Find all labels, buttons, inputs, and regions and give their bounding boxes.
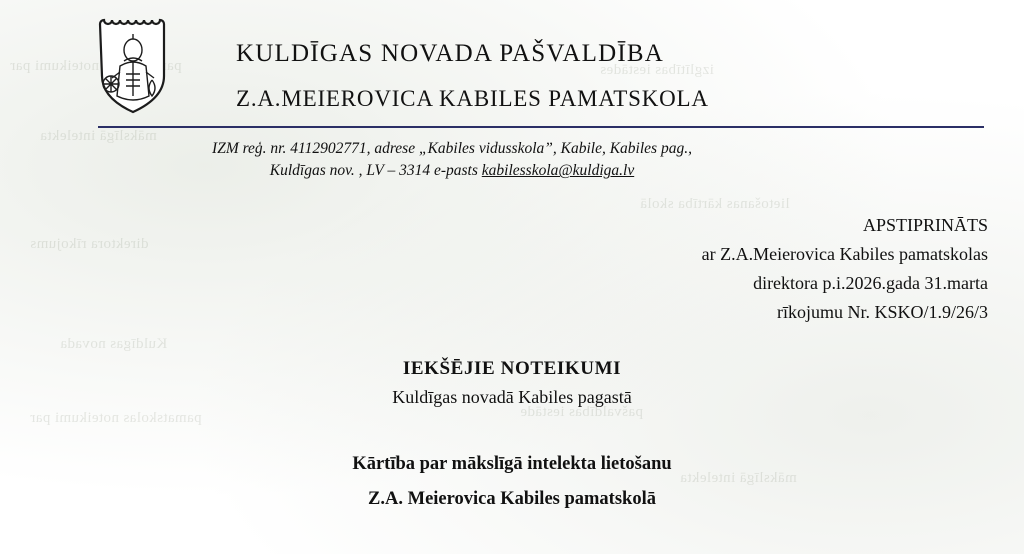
ghost-text: pašvaldības iestāde [520,404,643,420]
ghost-text: mākslīgā intelekta [680,470,797,486]
school-name: Z.A.MEIEROVICA KABILES PAMATSKOLA [236,86,709,111]
contact-line-2 [0,160,904,182]
document-header [0,0,1024,112]
approval-block [0,211,1024,328]
contact-line-2-prefix: Kuldīgas nov. , LV – 3314 e-pasts [269,162,482,180]
coat-of-arms-icon [96,14,170,118]
approval-line-4: rīkojumu Nr. KSKO/1.9/26/3 [776,302,988,323]
approval-line-2: ar Z.A.Meierovica Kabiles pamatskolas [701,244,988,265]
approval-line-3: direktora p.i.2026.gada 31.marta [753,273,988,294]
contact-details [0,138,1024,183]
ghost-text: mākslīgā intelekta [40,128,157,144]
header-divider [98,126,984,128]
document-subject-line-2: Z.A. Meierovica Kabiles pamatskolā [368,488,656,509]
ghost-text: Kuldīgas novada [60,336,168,352]
ghost-text: lietošanas kārtība skolā [640,196,790,212]
email-link[interactable]: kabilesskola@kuldiga.lv [481,162,635,180]
document-subject-line-1: Kārtība par mākslīgā intelekta lietošanu [352,453,672,474]
ghost-text: pamatskolas noteikumi par [10,58,182,74]
document-place: Kuldīgas novadā Kabiles pagastā [392,386,632,407]
ghost-text: pamatskolas noteikumi par [30,410,202,426]
approval-line-1: APSTIPRINĀTS [862,214,988,235]
contact-line-1: IZM reģ. nr. 4112902771, adrese „Kabiles vidusskola”, Kabile, Kabiles pag., [212,140,692,157]
ghost-text: direktora rīkojums [30,236,149,252]
page-title: KULDĪGAS NOVADA PAŠVALDĪBA [236,40,665,67]
header-divider-wrap [0,126,1024,128]
organization-title-block [236,14,1024,112]
ghost-text: izglītības iestādes [600,62,714,78]
document-body-heading [0,358,1024,510]
document-type: IEKŠĒJIE NOTEIKUMI [402,357,622,379]
